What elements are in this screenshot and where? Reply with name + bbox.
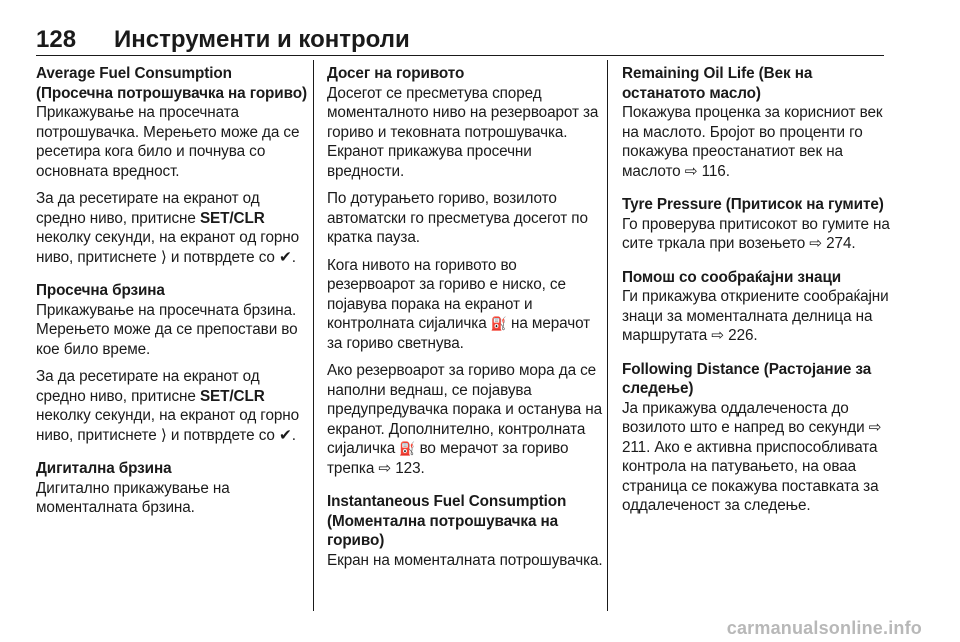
paragraph: Екран на моменталната потрошувачка. bbox=[327, 551, 603, 569]
page-reference-icon: ⇨ bbox=[809, 235, 822, 252]
fuel-pump-icon: ⛽ bbox=[399, 441, 416, 456]
section-remaining-oil-life bbox=[622, 64, 898, 181]
page-reference[interactable]: 116. bbox=[697, 162, 730, 180]
section-average-fuel-consumption bbox=[36, 64, 312, 267]
section-fuel-range bbox=[327, 64, 603, 478]
paragraph: Го проверува притисокот во гумите на сите тркала при возењето ⇨ 274. bbox=[622, 215, 890, 252]
paragraph: Ги прикажува откриените сообраќајни знаци за моменталната делница на маршрутата ⇨ 226. bbox=[622, 288, 889, 344]
paragraph: Ја прикажува оддалеченоста до возилото што е напред во секунди ⇨ 211. Ако е активна приспособливата контрола на патувањето, на оваа страница се покажува поставката за оддалеченост за следење. bbox=[622, 399, 882, 514]
section-heading: Instantaneous Fuel Consumption (Моментална потрошувачка на гориво) bbox=[327, 493, 567, 549]
arrow-right-icon: ⟩ bbox=[160, 426, 167, 444]
paragraph: Покажува проценка за корисниот век на маслото. Бројот во проценти го покажува преостанатиот век на маслото ⇨ 116. bbox=[622, 104, 883, 180]
section-heading: Помош со сообраќајни знаци bbox=[622, 268, 842, 286]
page-header bbox=[36, 26, 884, 54]
paragraph: Прикажување на просечната потрошувачка. Мерењето може да се ресетира кога било и почнува со основната вредност. bbox=[36, 104, 300, 180]
page-reference-icon: ⇨ bbox=[868, 419, 882, 436]
column-divider-1 bbox=[313, 60, 314, 611]
section-instantaneous-fuel-consumption bbox=[327, 492, 603, 570]
page-number: 128 bbox=[36, 26, 77, 53]
column-2 bbox=[327, 64, 603, 584]
column-3 bbox=[622, 64, 898, 530]
section-heading: Remaining Oil Life (Век на останатото масло) bbox=[622, 65, 813, 102]
check-icon: ✔ bbox=[279, 248, 292, 266]
section-digital-speed bbox=[36, 459, 312, 518]
section-traffic-sign-assistant bbox=[622, 268, 898, 346]
page-reference-icon: ⇨ bbox=[378, 459, 392, 477]
section-heading: Дигитална брзина bbox=[36, 460, 172, 477]
check-icon: ✔ bbox=[279, 426, 292, 444]
watermark: carmanualsonline.info bbox=[726, 618, 922, 638]
section-following-distance bbox=[622, 360, 898, 516]
section-average-speed bbox=[36, 281, 312, 445]
page-reference-icon: ⇨ bbox=[684, 162, 698, 180]
paragraph: Прикажување на просечната брзина. Мерењето може да се препостави во кое било време. bbox=[36, 301, 298, 358]
paragraph: За да ресетирате на екранот од средно ниво, притисне SET/CLR неколку секунди, на екранот од горно ниво, притиснете ⟩ и потврдете со ✔. bbox=[36, 368, 300, 444]
page-reference[interactable]: 123. bbox=[391, 459, 425, 477]
column-divider-2 bbox=[607, 60, 608, 611]
page-reference[interactable]: 274. bbox=[821, 235, 856, 252]
section-heading: Average Fuel Consumption (Просечна потрошувачка на гориво) bbox=[36, 65, 307, 102]
section-heading: Tyre Pressure (Притисок на гумите) bbox=[622, 196, 884, 213]
set-clr-label: SET/CLR bbox=[199, 209, 265, 227]
section-tyre-pressure bbox=[622, 195, 898, 254]
paragraph: По дотурањето гориво, возилото автоматски го пресметува досегот по кратка пауза. bbox=[327, 190, 588, 246]
paragraph: Досегот се пресметува според моменталното ниво на резервоарот за гориво и тековната потрошувачка. Екранот прикажува просечни вредности. bbox=[327, 84, 599, 180]
paragraph: За да ресетирате на екранот од средно ниво, притисне SET/CLR неколку секунди, на екранот од горно ниво, притиснете ⟩ и потврдете со ✔. bbox=[36, 190, 300, 266]
chapter-title: Инструменти и контроли bbox=[114, 26, 410, 53]
page-reference-icon: ⇨ bbox=[711, 327, 725, 344]
header-rule bbox=[36, 55, 884, 56]
fuel-pump-icon: ⛽ bbox=[490, 316, 507, 331]
column-1 bbox=[36, 64, 312, 532]
arrow-right-icon: ⟩ bbox=[160, 248, 167, 266]
page-reference[interactable]: 226. bbox=[724, 327, 758, 344]
paragraph: Кога нивото на горивото во резервоарот за гориво е ниско, се појавува порака на екранот и контролната сијаличка ⛽ на мерачот за гориво светнува. bbox=[327, 256, 591, 352]
set-clr-label: SET/CLR bbox=[199, 387, 265, 405]
section-heading: Following Distance (Растојание за следење) bbox=[622, 360, 872, 397]
paragraph: Ако резервоарот за гориво мора да се наполни веднаш, се појавува предупредувачка порака и останува на екранот. Дополнително, контролната сијаличка ⛽ во мерачот за гориво трепка ⇨ 123. bbox=[327, 362, 603, 477]
section-heading: Просечна брзина bbox=[36, 282, 165, 299]
section-heading: Досег на горивото bbox=[327, 65, 465, 82]
paragraph: Дигитално прикажување на моменталната брзина. bbox=[36, 479, 230, 516]
